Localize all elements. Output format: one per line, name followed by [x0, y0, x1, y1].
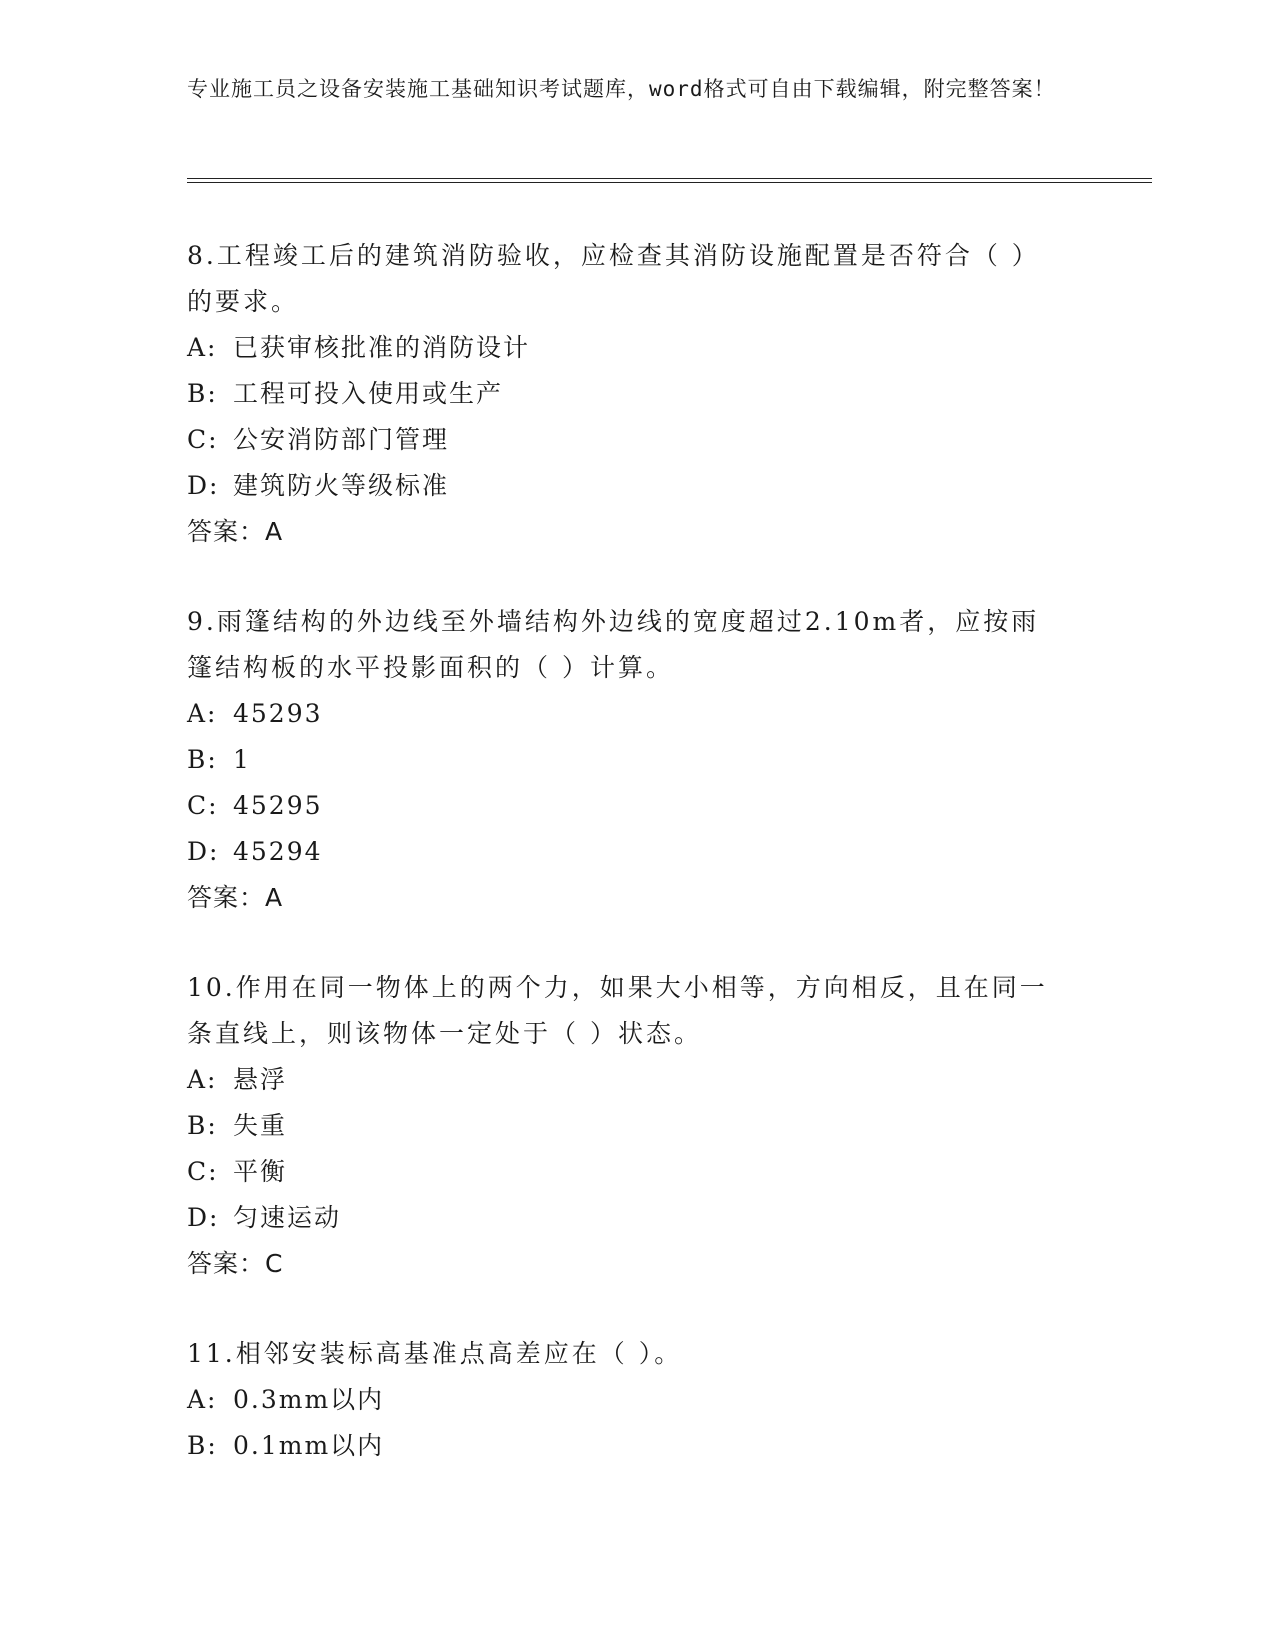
option-b — [187, 1423, 1067, 1469]
option-letter: D: — [187, 471, 220, 500]
option-letter: A: — [187, 1065, 218, 1094]
option-c — [187, 783, 1067, 829]
option-a — [187, 325, 1067, 371]
option-text: 平衡 — [233, 1157, 288, 1186]
option-letter: B: — [187, 745, 218, 774]
option-letter: C: — [187, 1157, 219, 1186]
option-c — [187, 1149, 1067, 1195]
option-letter: B: — [187, 1111, 218, 1140]
option-b — [187, 1103, 1067, 1149]
answer-line: 答案：C — [187, 1249, 284, 1278]
option-d — [187, 829, 1067, 875]
option-text: 工程可投入使用或生产 — [233, 379, 504, 408]
option-d — [187, 1195, 1067, 1241]
option-letter: D: — [187, 837, 220, 866]
document-header: 专业施工员之设备安装施工基础知识考试题库，word格式可自由下载编辑，附完整答案！ — [187, 77, 1056, 101]
option-a — [187, 1377, 1067, 1423]
option-text: 悬浮 — [233, 1065, 288, 1094]
option-letter: C: — [187, 791, 219, 820]
option-letter: D: — [187, 1203, 220, 1232]
option-text: 建筑防火等级标准 — [233, 471, 450, 500]
option-text: 失重 — [233, 1111, 288, 1140]
option-text: 公安消防部门管理 — [233, 425, 450, 454]
question-stem: 8.工程竣工后的建筑消防验收，应检查其消防设施配置是否符合（ ）的要求。 — [187, 241, 1040, 316]
option-letter: A: — [187, 1385, 218, 1414]
option-letter: C: — [187, 425, 219, 454]
question-9 — [187, 599, 1067, 921]
option-text: 1 — [233, 745, 251, 774]
option-a — [187, 1057, 1067, 1103]
option-b — [187, 737, 1067, 783]
option-text: 0.1mm以内 — [233, 1431, 385, 1460]
answer-line: 答案：A — [187, 517, 284, 546]
option-letter: B: — [187, 1431, 218, 1460]
question-11 — [187, 1331, 1067, 1469]
option-a — [187, 691, 1067, 737]
option-text: 45293 — [233, 699, 323, 728]
option-text: 匀速运动 — [233, 1203, 342, 1232]
option-c — [187, 417, 1067, 463]
option-letter: A: — [187, 699, 218, 728]
option-d — [187, 463, 1067, 509]
question-stem: 10.作用在同一物体上的两个力，如果大小相等，方向相反，且在同一条直线上，则该物体一定处于（ ）状态。 — [187, 973, 1048, 1048]
option-text: 已获审核批准的消防设计 — [233, 333, 531, 362]
header-divider-top — [187, 178, 1152, 179]
option-text: 45295 — [233, 791, 323, 820]
option-text: 45294 — [233, 837, 323, 866]
answer-line: 答案：A — [187, 883, 284, 912]
question-8 — [187, 233, 1067, 555]
question-stem: 9.雨篷结构的外边线至外墙结构外边线的宽度超过2.10m者，应按雨篷结构板的水平投影面积的（ ）计算。 — [187, 607, 1040, 682]
option-letter: A: — [187, 333, 218, 362]
option-letter: B: — [187, 379, 218, 408]
header-divider-bottom — [187, 182, 1152, 183]
question-stem: 11.相邻安装标高基准点高差应在（ ）。 — [187, 1339, 683, 1368]
question-10 — [187, 965, 1067, 1287]
option-text: 0.3mm以内 — [233, 1385, 385, 1414]
option-b — [187, 371, 1067, 417]
